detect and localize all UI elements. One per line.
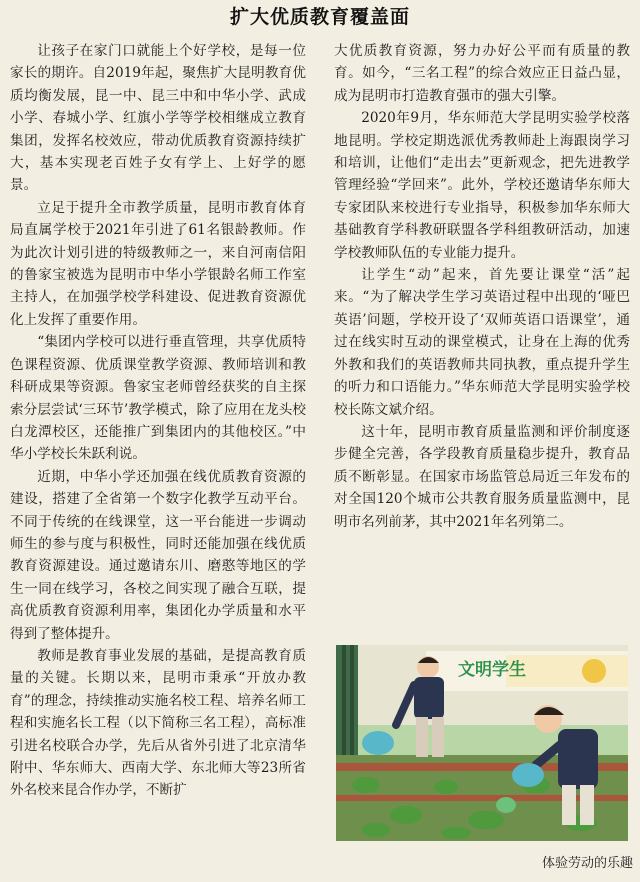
paragraph: 让孩子在家门口就能上个好学校，是每一位家长的期许。自2019年起，聚焦扩大昆明教育优质均衡发展，昆一中、昆三中和中华小学、武成小学、春城小学、红旗小学等学校相继成立教育集团，发挥名校效应，带动优质教育资源持续扩大，基本实现老百姓子女有学上、上好学的愿景。 — [10, 43, 306, 194]
paragraph: 2020年9月，华东师范大学昆明实验学校落地昆明。学校定期选派优秀教师赴上海跟岗学习和培训，让他们“走出去”更新观念，把先进教学管理经验“学回来”。此外，学校还邀请华东师大专家团队来校进行专业指导，积极参加华东师大基础教育学科教研联盟各学科组教研活动，加速学校教师队伍的专业能力提升。 — [334, 110, 630, 261]
right-column — [334, 40, 630, 533]
paragraph: “集团内学校可以进行垂直管理，共享优质特色课程资源、优质课堂教学资源、教师培训和教科研成果等资源。鲁家宝老师曾经获奖的自主探索分层尝试‘三环节’教学模式，除了应用在龙头校白龙潭校区，还能推广到集团内的其他校区。”中华小学校长朱跃利说。 — [10, 334, 306, 463]
photo-sign-text: 文明学生 — [458, 660, 526, 680]
paragraph-continued: 大优质教育资源，努力办好公平而有质量的教育。如今，“三名工程”的综合效应正日益凸显，成为昆明市打造教育强市的强大引擎。 — [334, 43, 630, 104]
left-column — [10, 40, 306, 802]
photo-caption: 体验劳动的乐趣 — [541, 856, 633, 871]
paragraph: 近期，中华小学还加强在线优质教育资源的建设，搭建了全省第一个数字化教学互动平台。不同于传统的在线课堂，这一平台能进一步调动师生的参与度与积极性，同时还能加强在线优质教育资源建设。通过邀请东川、磨憨等地区的学生一同在线学习，各校之间实现了融合互联，提高优质教育资源利用率，集团化办学质量和水平得到了整体提升。 — [10, 468, 306, 642]
paragraph: 这十年，昆明市教育质量监测和评价制度逐步健全完善，各学段教育质量稳步提升，教育品质不断彰显。在国家市场监管总局近三年发布的对全国120个城市公共教育服务质量监测中，昆明市名列前茅，其中2021年名列第二。 — [334, 423, 630, 530]
article-title: 扩大优质教育覆盖面 — [229, 6, 410, 28]
paragraph: 立足于提升全市教学质量，昆明市教育体育局直属学校于2021年引进了61名银龄教师。作为此次计划引进的特级教师之一，来自河南信阳的鲁家宝被选为昆明市中华小学银龄名师工作室主持人，在加强学校学科建设、促进教育资源优化上发挥了重要作用。 — [10, 199, 306, 328]
photo-illustration — [336, 645, 628, 841]
paragraph: 教师是教育事业发展的基础，是提高教育质量的关键。长期以来，昆明市秉承“开放办教育”的理念，持续推动实施名校工程、培养名师工程和实施名长工程（以下简称三名工程），高标准引进名校联合办学，先后从省外引进了北京清华附中、华东师大、西南大学、东北师大等23所省外名校来昆合作办学，不断扩 — [10, 647, 306, 799]
article-photo — [336, 645, 628, 841]
paragraph: 让学生“动”起来，首先要让课堂“活”起来。“为了解决学生学习英语过程中出现的‘哑巴英语’问题，学校开设了‘双师英语口语课堂’，通过在线实时互动的课堂模式，让身在上海的优秀外教和我们的英语教师共同执教，重点提升学生的听力和口语能力。”华东师范大学昆明实验学校校长陈文斌介绍。 — [334, 267, 630, 418]
